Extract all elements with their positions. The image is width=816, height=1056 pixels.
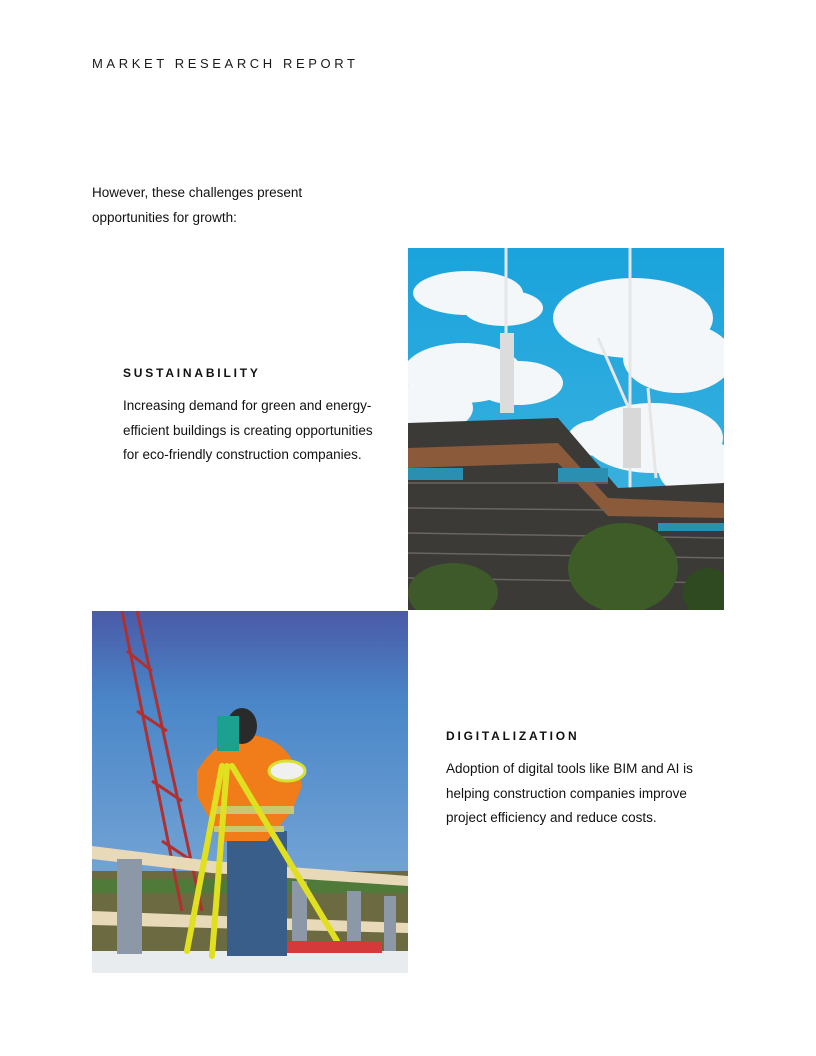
sustainability-section bbox=[123, 366, 373, 468]
surveyor-with-tripod-photo bbox=[92, 611, 408, 973]
section-title: DIGITALIZATION bbox=[446, 729, 580, 743]
digitalization-section bbox=[446, 729, 696, 831]
report-header: MARKET RESEARCH REPORT bbox=[92, 56, 359, 71]
section-title: SUSTAINABILITY bbox=[123, 366, 261, 380]
section-body: Adoption of digital tools like BIM and AI is helping construction companies improve project efficiency and reduce costs. bbox=[446, 761, 693, 825]
section-body: Increasing demand for green and energy-efficient buildings is creating opportunities for eco-friendly construction companies. bbox=[123, 398, 373, 462]
construction-site-cranes-photo bbox=[408, 248, 724, 610]
intro-paragraph: However, these challenges present opportunities for growth: bbox=[92, 185, 303, 225]
